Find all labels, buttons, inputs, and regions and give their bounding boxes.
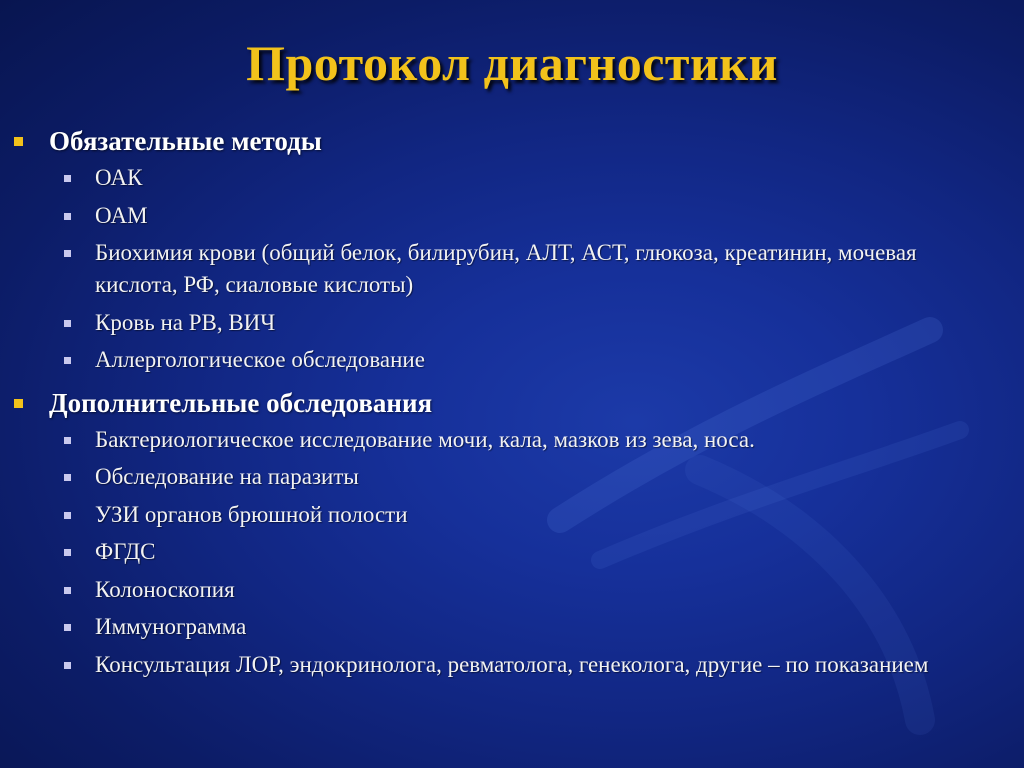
list-item: Консультация ЛОР, эндокринолога, ревматолога, генеколога, другие – по показанием [14, 649, 1014, 681]
square-bullet-icon [64, 175, 71, 182]
square-bullet-icon [64, 624, 71, 631]
section-heading: Дополнительные обследования [49, 387, 433, 418]
square-bullet-icon [64, 213, 71, 220]
list-item: УЗИ органов брюшной полости [14, 499, 1014, 531]
list-item: Колоноскопия [14, 574, 1014, 606]
section-required-methods [14, 120, 1014, 376]
section-additional-exams [14, 382, 1014, 681]
section-heading: Обязательные методы [49, 126, 322, 156]
square-bullet-icon [14, 137, 23, 146]
list-item: Биохимия крови (общий белок, билирубин, АЛТ, АСТ, глюкоза, креатинин, мочевая кислота, РФ, сиаловые кислоты) [14, 237, 1014, 301]
square-bullet-icon [14, 399, 23, 408]
list-item: Обследование на паразиты [14, 461, 1014, 493]
list-item: Бактериологическое исследование мочи, кала, мазков из зева, носа. [14, 424, 1014, 456]
square-bullet-icon [64, 437, 71, 444]
list-item: Аллергологическое обследование [14, 344, 1014, 376]
square-bullet-icon [64, 250, 71, 257]
list-item: ОАК [14, 162, 1014, 194]
square-bullet-icon [64, 662, 71, 669]
square-bullet-icon [64, 357, 71, 364]
square-bullet-icon [64, 512, 71, 519]
list-item: ОАМ [14, 200, 1014, 232]
square-bullet-icon [64, 587, 71, 594]
list-item: Иммунограмма [14, 611, 1014, 643]
square-bullet-icon [64, 320, 71, 327]
item-list [14, 424, 1014, 681]
square-bullet-icon [64, 474, 71, 481]
slide-content [14, 120, 1014, 686]
square-bullet-icon [64, 549, 71, 556]
item-list [14, 162, 1014, 376]
slide-title: Протокол диагностики [246, 35, 778, 91]
list-item: Кровь на РВ, ВИЧ [14, 307, 1014, 339]
list-item: ФГДС [14, 536, 1014, 568]
